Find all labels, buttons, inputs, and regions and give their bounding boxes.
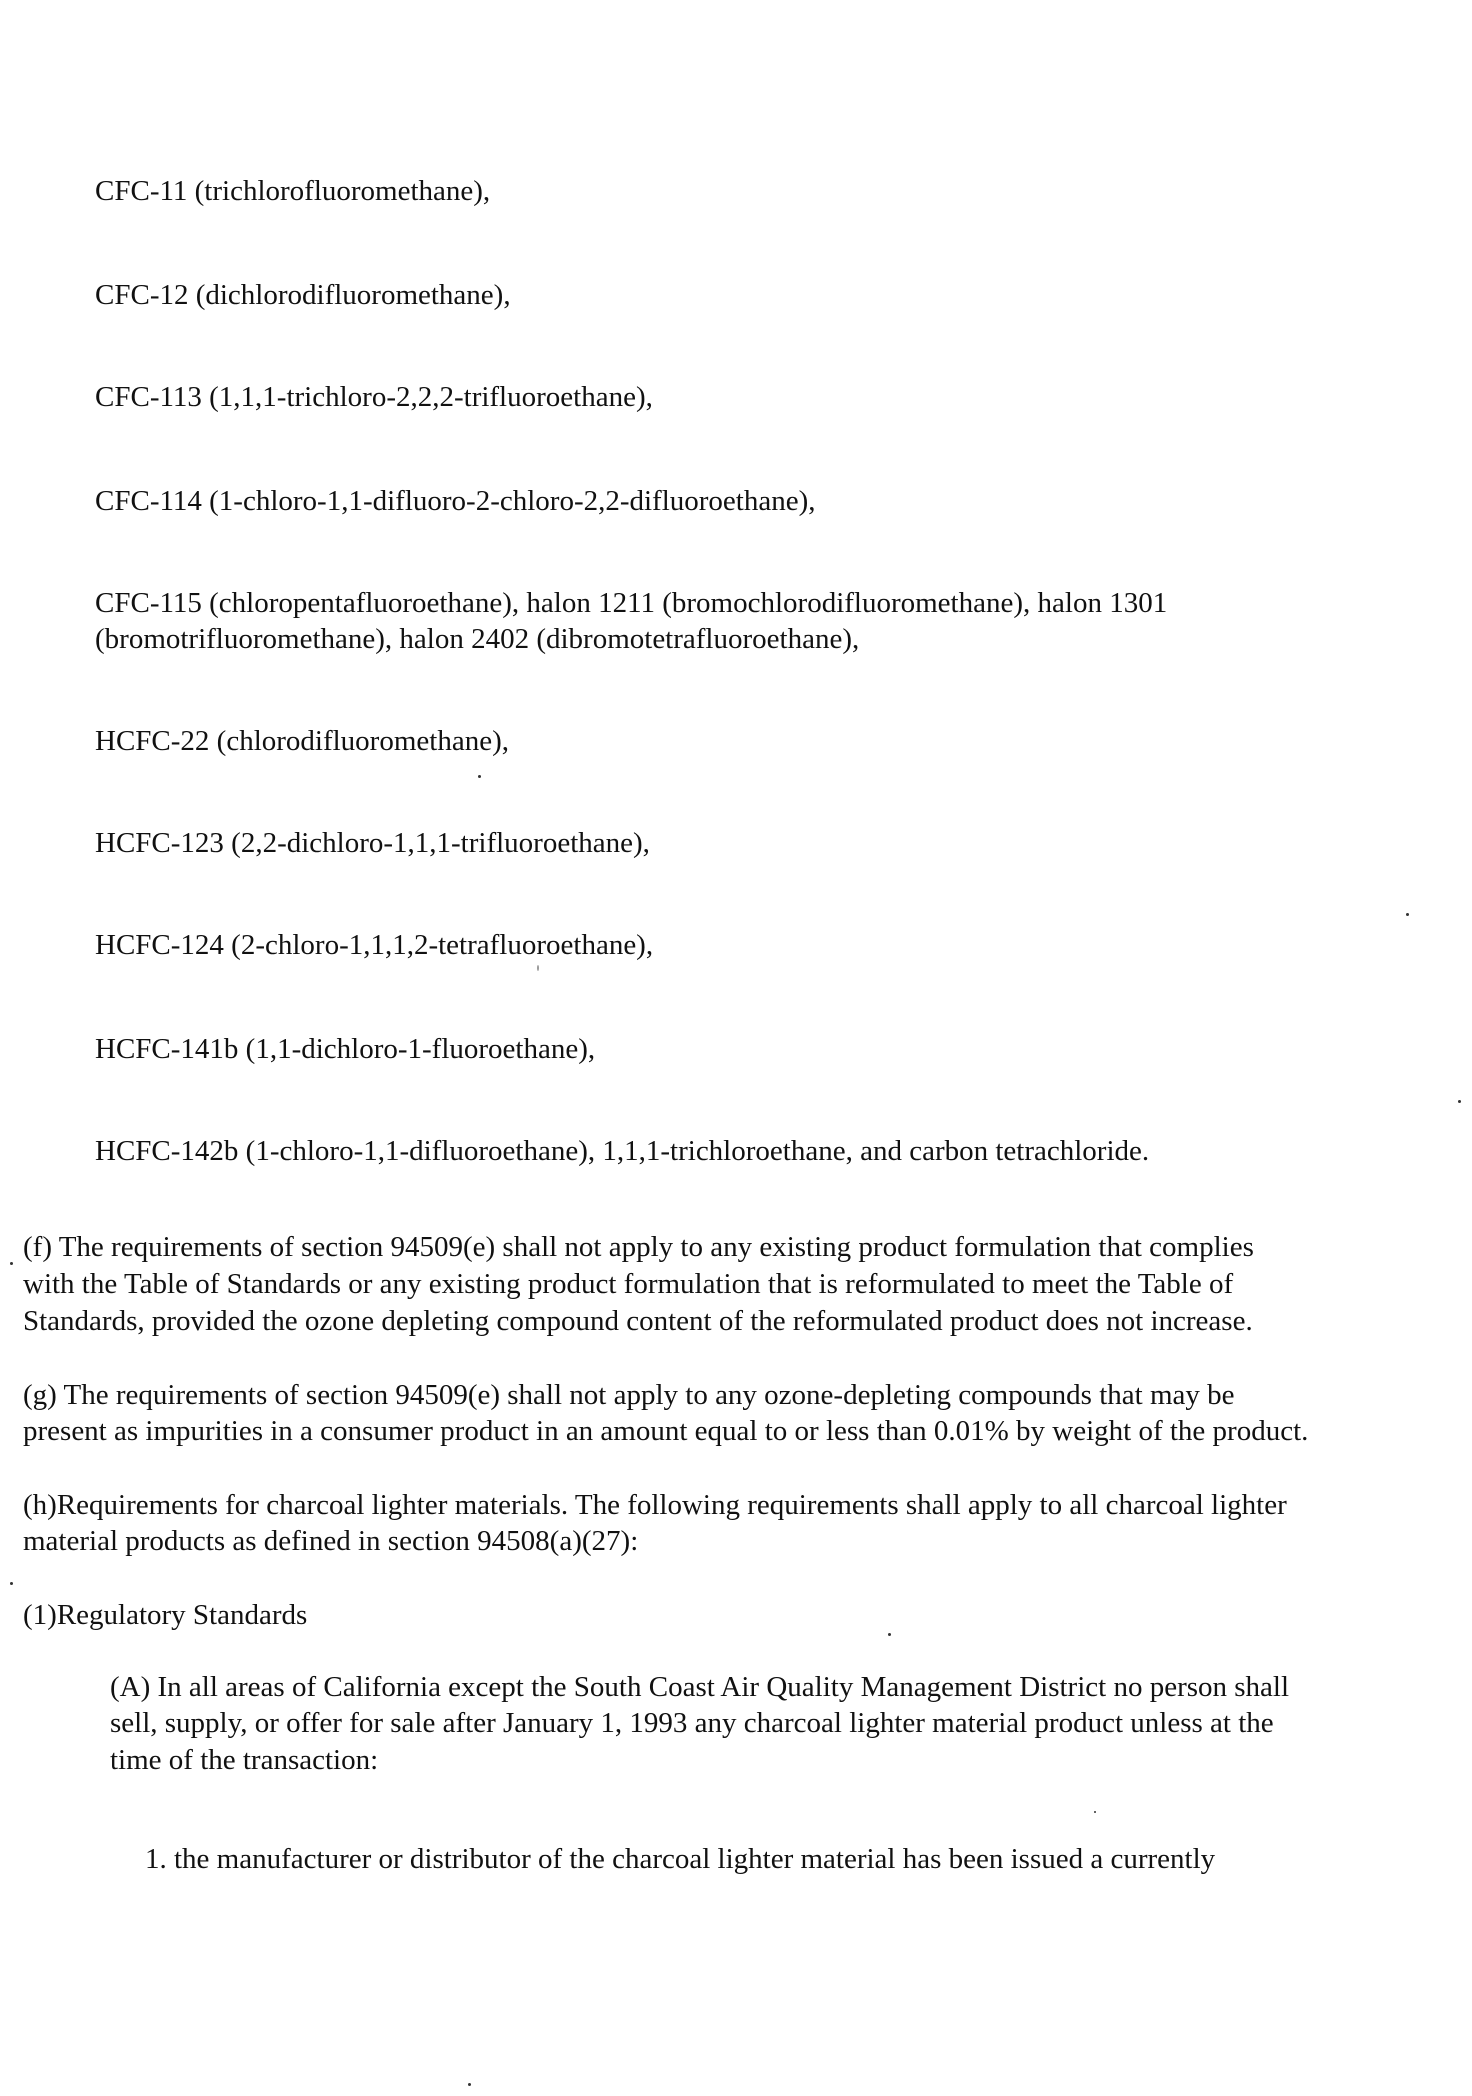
paragraph-g-line-2: present as impurities in a consumer product in an amount equal to or less than 0.01% by weight of the product. — [23, 1415, 1309, 1447]
compound-hcfc-124: HCFC-124 (2-chloro-1,1,1,2-tetrafluoroethane), — [95, 929, 654, 961]
heading-regulatory-standards: (1)Regulatory Standards — [23, 1599, 308, 1631]
scan-speck — [478, 775, 481, 778]
compound-cfc-113: CFC-113 (1,1,1-trichloro-2,2,2-trifluoroethane), — [95, 381, 653, 413]
scan-speck — [1406, 913, 1409, 916]
scan-speck — [1094, 1811, 1096, 1813]
paragraph-f-line-1: (f) The requirements of section 94509(e) shall not apply to any existing product formulation that complies — [23, 1231, 1254, 1263]
compound-cfc-115-line-1: CFC-115 (chloropentafluoroethane), halon 1211 (bromochlorodifluoromethane), halon 1301 — [95, 587, 1168, 619]
compound-hcfc-141b: HCFC-141b (1,1-dichloro-1-fluoroethane), — [95, 1033, 596, 1065]
scan-speck — [1458, 1100, 1461, 1103]
paragraph-a-line-2: sell, supply, or offer for sale after January 1, 1993 any charcoal lighter material product unless at the — [110, 1707, 1274, 1739]
paragraph-h-line-2: material products as defined in section 94508(a)(27): — [23, 1525, 639, 1557]
scan-speck — [537, 965, 539, 971]
scan-speck — [10, 1262, 13, 1265]
scan-speck — [468, 2083, 471, 2086]
scan-speck — [888, 1633, 891, 1636]
paragraph-a-line-1: (A) In all areas of California except the South Coast Air Quality Management District no person shall — [110, 1671, 1290, 1703]
paragraph-f-line-3: Standards, provided the ozone depleting compound content of the reformulated product does not increase. — [23, 1305, 1253, 1337]
paragraph-g-line-1: (g) The requirements of section 94509(e) shall not apply to any ozone-depleting compounds that may be — [23, 1379, 1235, 1411]
item-1: 1. the manufacturer or distributor of the charcoal lighter material has been issued a currently — [145, 1843, 1216, 1875]
paragraph-f-line-2: with the Table of Standards or any existing product formulation that is reformulated to meet the Table of — [23, 1268, 1234, 1300]
paragraph-h-line-1: (h)Requirements for charcoal lighter materials. The following requirements shall apply to all charcoal lighter — [23, 1489, 1287, 1521]
compound-hcfc-22: HCFC-22 (chlorodifluoromethane), — [95, 725, 509, 757]
compound-cfc-115-line-2: (bromotrifluoromethane), halon 2402 (dibromotetrafluoroethane), — [95, 623, 860, 655]
compound-cfc-12: CFC-12 (dichlorodifluoromethane), — [95, 279, 511, 311]
compound-hcfc-123: HCFC-123 (2,2-dichloro-1,1,1-trifluoroethane), — [95, 827, 650, 859]
compound-hcfc-142b: HCFC-142b (1-chloro-1,1-difluoroethane), 1,1,1-trichloroethane, and carbon tetrachloride. — [95, 1135, 1150, 1167]
compound-cfc-114: CFC-114 (1-chloro-1,1-difluoro-2-chloro-2,2-difluoroethane), — [95, 485, 816, 517]
paragraph-a-line-3: time of the transaction: — [110, 1744, 379, 1776]
scan-speck — [10, 1582, 13, 1585]
compound-cfc-11: CFC-11 (trichlorofluoromethane), — [95, 175, 491, 207]
